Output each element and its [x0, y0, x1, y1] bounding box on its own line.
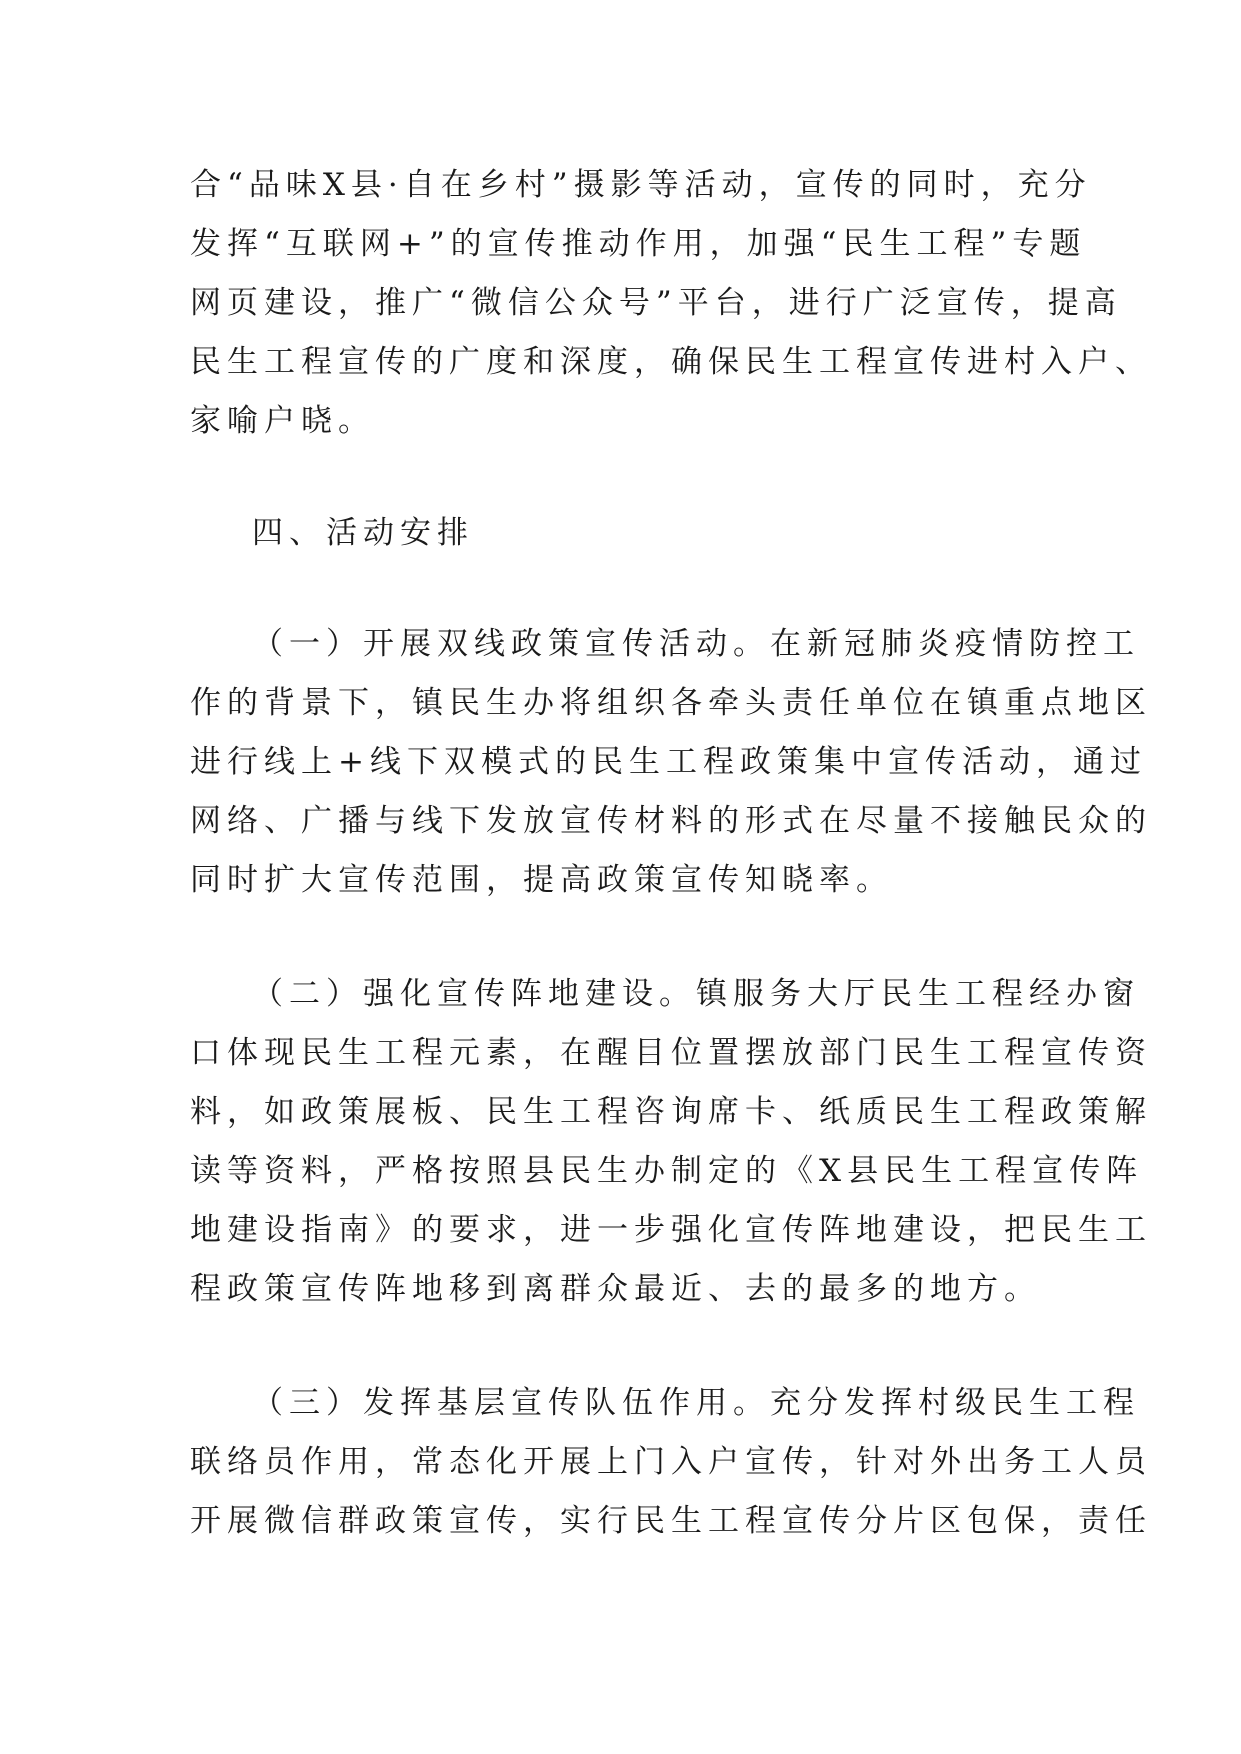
- paragraph-line: 料，如政策展板、民生工程咨询席卡、纸质民生工程政策解: [190, 1094, 1152, 1130]
- section-heading: 四、活动安排: [252, 515, 474, 551]
- paragraph-line: 开展微信群政策宣传，实行民生工程宣传分片区包保，责任: [190, 1503, 1152, 1539]
- paragraph-line: 进行线上+线下双模式的民生工程政策集中宣传活动，通过: [190, 744, 1147, 780]
- paragraph-line: 家喻户晓。: [190, 403, 375, 439]
- paragraph-line: 网页建设，推广“微信公众号”平台，进行广泛宣传，提高: [190, 285, 1122, 321]
- paragraph-line: 联络员作用，常态化开展上门入户宣传，针对外出务工人员: [190, 1444, 1152, 1480]
- paragraph-line: 发挥“互联网+”的宣传推动作用，加强“民生工程”专题: [190, 226, 1087, 262]
- paragraph-line: 网络、广播与线下发放宣传材料的形式在尽量不接触民众的: [190, 803, 1152, 839]
- paragraph-line: 口体现民生工程元素，在醒目位置摆放部门民生工程宣传资: [190, 1035, 1152, 1071]
- paragraph-line: 程政策宣传阵地移到离群众最近、去的最多的地方。: [190, 1271, 1041, 1307]
- paragraph-line: （一）开展双线政策宣传活动。在新冠肺炎疫情防控工: [252, 626, 1140, 662]
- paragraph-line: 同时扩大宣传范围，提高政策宣传知晓率。: [190, 862, 893, 898]
- paragraph-line: 民生工程宣传的广度和深度，确保民生工程宣传进村入户、: [190, 344, 1152, 380]
- paragraph-line: 地建设指南》的要求，进一步强化宣传阵地建设，把民生工: [190, 1212, 1152, 1248]
- paragraph-line: 作的背景下，镇民生办将组织各牵头责任单位在镇重点地区: [190, 685, 1152, 721]
- paragraph-line: （三）发挥基层宣传队伍作用。充分发挥村级民生工程: [252, 1385, 1140, 1421]
- paragraph-line: 合“品味X县·自在乡村”摄影等活动，宣传的同时，充分: [190, 167, 1092, 203]
- paragraph-line: 读等资料，严格按照县民生办制定的《X县民生工程宣传阵: [190, 1153, 1144, 1189]
- paragraph-line: （二）强化宣传阵地建设。镇服务大厅民生工程经办窗: [252, 976, 1140, 1012]
